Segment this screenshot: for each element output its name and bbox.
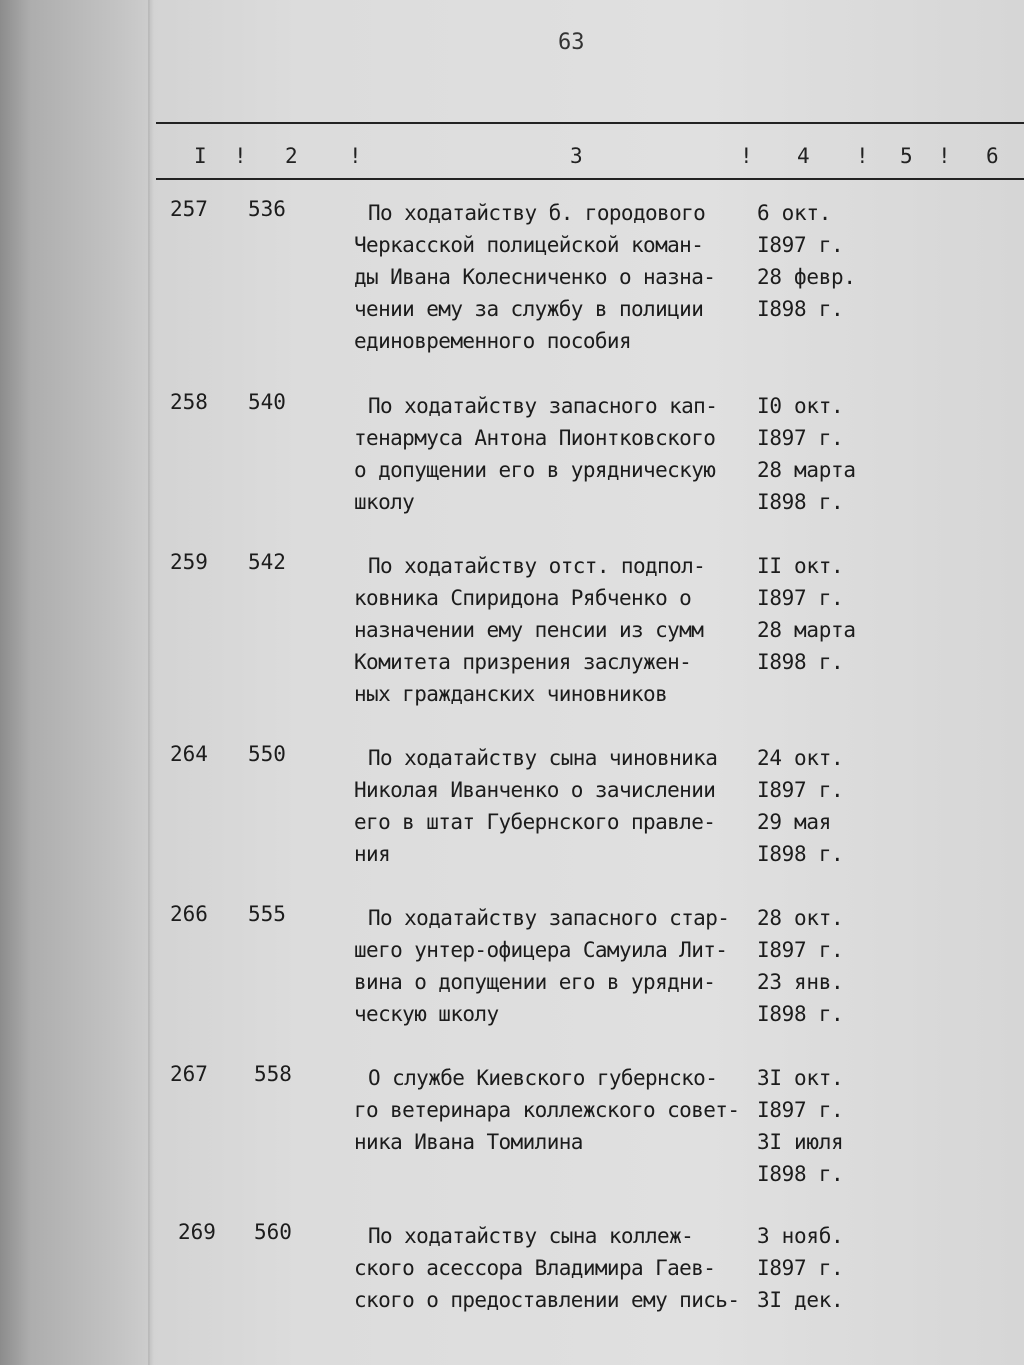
description-line: школу [354, 490, 415, 514]
description-line: По ходатайству отст. подпол- [368, 554, 706, 578]
description-line: По ходатайству запасного стар- [368, 906, 730, 930]
description-line: По ходатайству сына коллеж- [368, 1224, 694, 1248]
date-line: I898 г. [757, 490, 844, 514]
entry-dates [757, 742, 867, 870]
header-rule-bottom [156, 178, 1024, 180]
header-rule-top [156, 122, 1024, 124]
date-line: I898 г. [757, 1002, 844, 1026]
description-line: о допущении его в урядническую [354, 458, 716, 482]
entry-number: 259 [170, 550, 208, 574]
date-line: 23 янв. [757, 970, 844, 994]
description-line: ния [354, 842, 391, 866]
description-line: ковника Спиридона Рябченко о [354, 586, 692, 610]
description-line: ского о предоставлении ему пись- [354, 1288, 740, 1312]
description-line: ника Ивана Томилина [354, 1130, 583, 1154]
description-line: Черкасской полицейской коман- [354, 233, 704, 257]
description-line: единовременного пособия [354, 329, 631, 353]
entry-number: 264 [170, 742, 208, 766]
column-header-1: I [194, 144, 207, 168]
entry-description [354, 197, 754, 357]
date-line: I0 окт. [757, 394, 844, 418]
date-line: 29 мая [757, 810, 832, 834]
binding-gutter [0, 0, 150, 1365]
description-line: его в штат Губернского правле- [354, 810, 716, 834]
column-separator: ! [349, 144, 362, 168]
description-line: О службе Киевского губернско- [368, 1066, 718, 1090]
description-line: По ходатайству б. городового [368, 201, 706, 225]
description-line: ных гражданских чиновников [354, 682, 668, 706]
column-header-4: 4 [797, 144, 810, 168]
case-number: 555 [248, 902, 286, 926]
description-line: ского асессора Владимира Гаев- [354, 1256, 716, 1280]
date-line: II окт. [757, 554, 844, 578]
entry-description [354, 902, 754, 1030]
column-separator: ! [234, 144, 247, 168]
entry-description [354, 390, 754, 518]
date-line: 28 окт. [757, 906, 844, 930]
date-line: 3 нояб. [757, 1224, 844, 1248]
entry-dates [757, 902, 867, 1030]
case-number: 550 [248, 742, 286, 766]
entry-description [354, 742, 754, 870]
description-line: ческую школу [354, 1002, 499, 1026]
case-number: 558 [254, 1062, 292, 1086]
date-line: 28 марта [757, 618, 856, 642]
page-edge-shadow [148, 0, 154, 1365]
date-line: I897 г. [757, 426, 844, 450]
date-line: 24 окт. [757, 746, 844, 770]
date-line: I897 г. [757, 586, 844, 610]
date-line: I898 г. [757, 297, 844, 321]
column-separator: ! [740, 144, 753, 168]
page-number: 63 [558, 30, 585, 55]
case-number: 542 [248, 550, 286, 574]
date-line: I897 г. [757, 1098, 844, 1122]
date-line: I898 г. [757, 1162, 844, 1186]
date-line: 3I дек. [757, 1288, 844, 1312]
description-line: назначении ему пенсии из сумм [354, 618, 704, 642]
entry-dates [757, 1220, 867, 1316]
entry-number: 266 [170, 902, 208, 926]
description-line: Николая Иванченко о зачислении [354, 778, 716, 802]
column-header-2: 2 [285, 144, 298, 168]
entry-dates [757, 390, 867, 518]
description-line: шего унтер-офицера Самуила Лит- [354, 938, 728, 962]
column-header-5: 5 [900, 144, 913, 168]
entry-description [354, 1062, 754, 1158]
case-number: 536 [248, 197, 286, 221]
entry-number: 258 [170, 390, 208, 414]
date-line: I897 г. [757, 1256, 844, 1280]
column-separator: ! [938, 144, 951, 168]
entry-description [354, 1220, 754, 1316]
entry-number: 257 [170, 197, 208, 221]
date-line: I898 г. [757, 650, 844, 674]
date-line: I897 г. [757, 778, 844, 802]
date-line: 6 окт. [757, 201, 832, 225]
case-number: 560 [254, 1220, 292, 1244]
description-line: вина о допущении его в урядни- [354, 970, 716, 994]
date-line: 3I окт. [757, 1066, 844, 1090]
date-line: 28 марта [757, 458, 856, 482]
entry-dates [757, 1062, 867, 1190]
description-line: По ходатайству сына чиновника [368, 746, 718, 770]
date-line: I897 г. [757, 938, 844, 962]
date-line: I897 г. [757, 233, 844, 257]
description-line: По ходатайству запасного кап- [368, 394, 718, 418]
description-line: го ветеринара коллежского совет- [354, 1098, 740, 1122]
description-line: чении ему за службу в полиции [354, 297, 704, 321]
column-header-6: 6 [986, 144, 999, 168]
description-line: ды Ивана Колесниченко о назна- [354, 265, 716, 289]
entry-number: 267 [170, 1062, 208, 1086]
description-line: Комитета призрения заслужен- [354, 650, 692, 674]
description-line: тенармуса Антона Пионтковского [354, 426, 716, 450]
entry-dates [757, 550, 867, 678]
date-line: 28 февр. [757, 265, 856, 289]
column-separator: ! [856, 144, 869, 168]
date-line: I898 г. [757, 842, 844, 866]
date-line: 3I июля [757, 1130, 844, 1154]
entry-description [354, 550, 754, 710]
entry-dates [757, 197, 867, 325]
entry-number: 269 [178, 1220, 216, 1244]
case-number: 540 [248, 390, 286, 414]
column-header-3: 3 [570, 144, 583, 168]
